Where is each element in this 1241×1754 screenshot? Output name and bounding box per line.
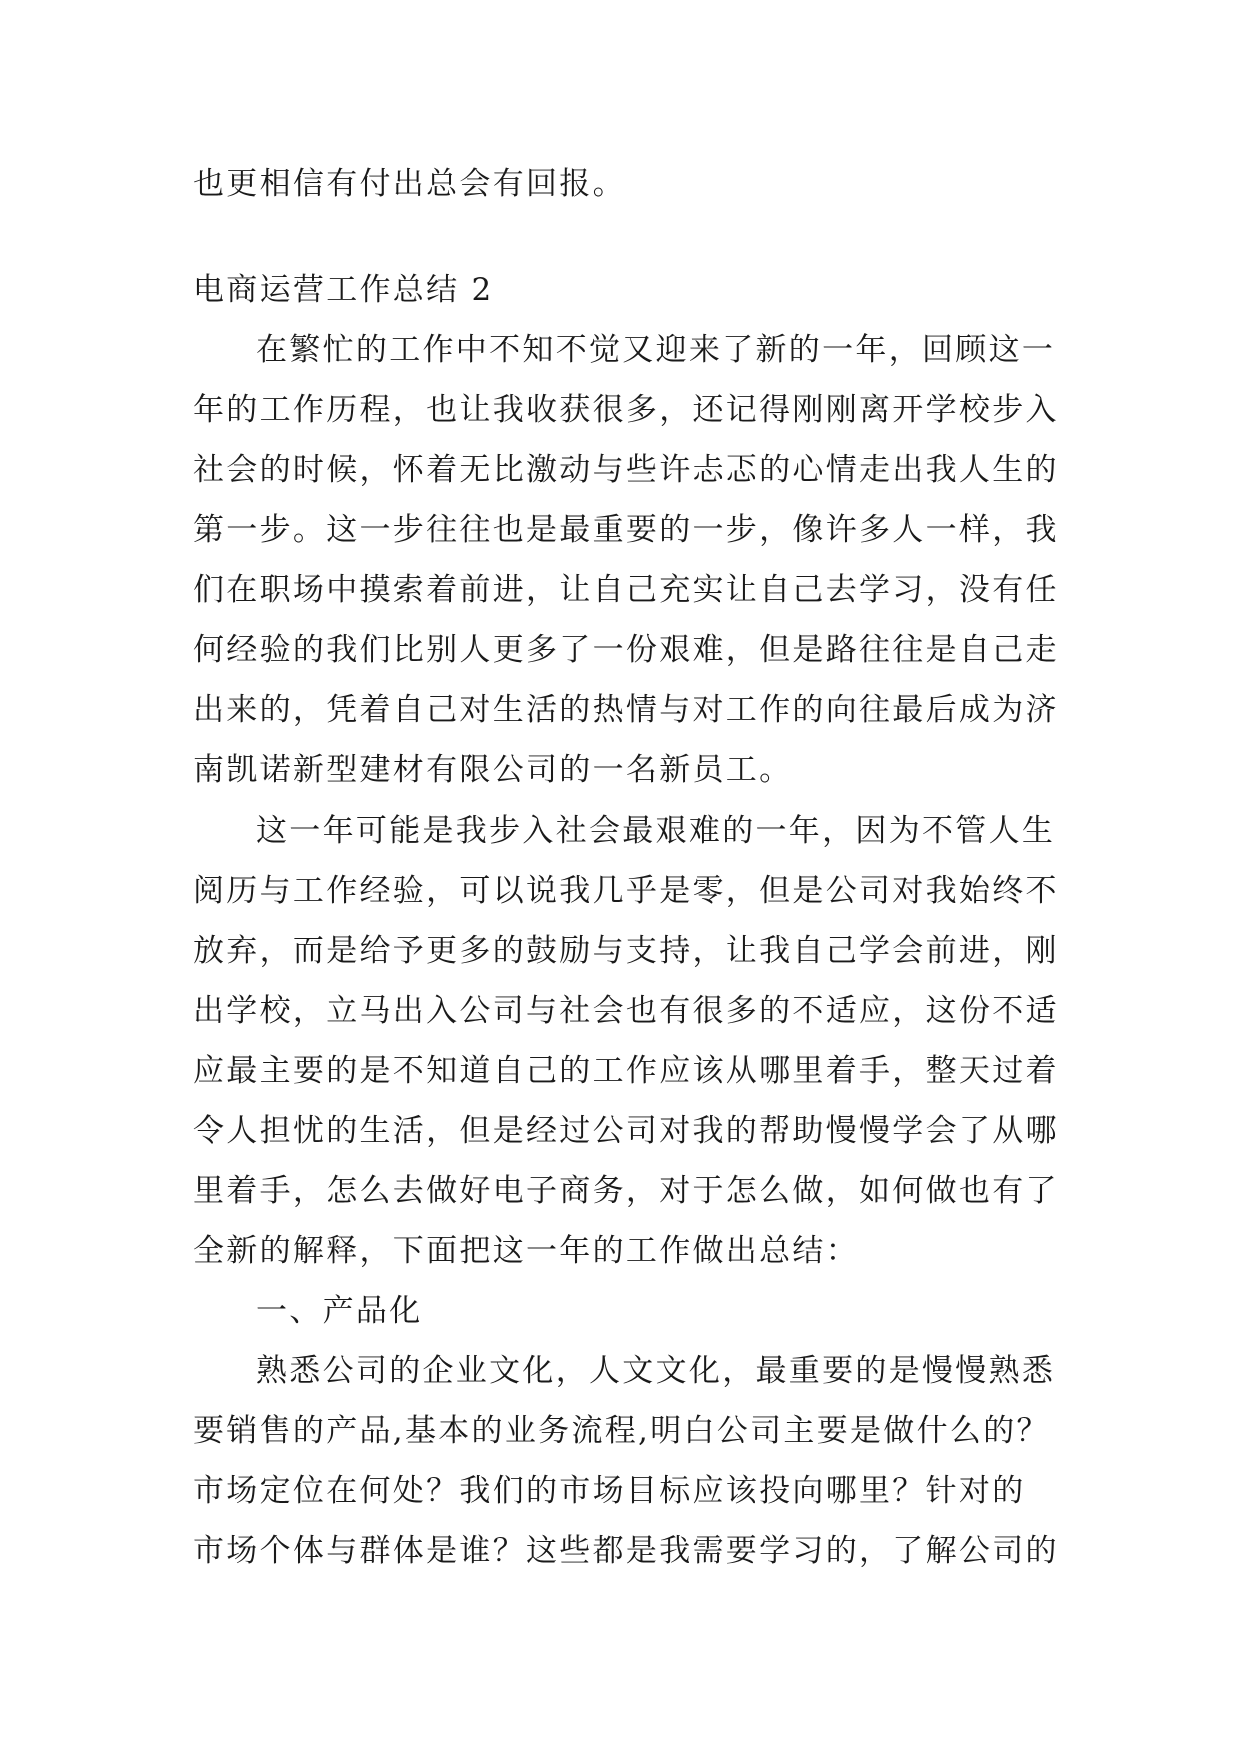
paragraph-3-line-2: 要销售的产品,基本的业务流程,明白公司主要是做什么的？ — [193, 1413, 1050, 1449]
paragraph-2-line-8: 全新的解释，下面把这一年的工作做出总结： — [193, 1233, 859, 1269]
paragraph-1-line-3: 社会的时候，怀着无比激动与些许忐忑的心情走出我人生的 — [193, 452, 1059, 488]
paragraph-1-line-6: 何经验的我们比别人更多了一份艰难，但是路往往是自己走 — [193, 632, 1059, 668]
paragraph-1-line-4: 第一步。这一步往往也是最重要的一步，像许多人一样，我 — [193, 512, 1059, 548]
paragraph-1-line-7: 出来的，凭着自己对生活的热情与对工作的向往最后成为济 — [193, 692, 1059, 728]
paragraph-3-line-1: 熟悉公司的企业文化，人文文化，最重要的是慢慢熟悉 — [256, 1353, 1056, 1389]
section-heading: 电商运营工作总结 2 — [193, 272, 494, 308]
paragraph-2-line-5: 应最主要的是不知道自己的工作应该从哪里着手，整天过着 — [193, 1053, 1059, 1089]
paragraph-2-line-3: 放弃，而是给予更多的鼓励与支持，让我自己学会前进，刚 — [193, 933, 1059, 969]
paragraph-2-line-1: 这一年可能是我步入社会最艰难的一年，因为不管人生 — [256, 813, 1056, 849]
paragraph-2-line-7: 里着手，怎么去做好电子商务，对于怎么做，如何做也有了 — [193, 1173, 1059, 1209]
paragraph-2-line-2: 阅历与工作经验，可以说我几乎是零，但是公司对我始终不 — [193, 873, 1059, 909]
paragraph-line-carryover: 也更相信有付出总会有回报。 — [193, 166, 626, 202]
paragraph-3-line-4: 市场个体与群体是谁？这些都是我需要学习的，了解公司的 — [193, 1533, 1059, 1569]
paragraph-1-line-2: 年的工作历程，也让我收获很多，还记得刚刚离开学校步入 — [193, 392, 1059, 428]
paragraph-2-line-4: 出学校，立马出入公司与社会也有很多的不适应，这份不适 — [193, 993, 1059, 1029]
subsection-heading: 一、产品化 — [256, 1293, 423, 1329]
paragraph-2-line-6: 令人担忧的生活，但是经过公司对我的帮助慢慢学会了从哪 — [193, 1113, 1059, 1149]
paragraph-3-line-3: 市场定位在何处？我们的市场目标应该投向哪里？针对的 — [193, 1473, 1026, 1509]
paragraph-1-line-1: 在繁忙的工作中不知不觉又迎来了新的一年，回顾这一 — [256, 332, 1056, 368]
paragraph-1-line-8: 南凯诺新型建材有限公司的一名新员工。 — [193, 752, 793, 788]
paragraph-1-line-5: 们在职场中摸索着前进，让自己充实让自己去学习，没有任 — [193, 572, 1059, 608]
